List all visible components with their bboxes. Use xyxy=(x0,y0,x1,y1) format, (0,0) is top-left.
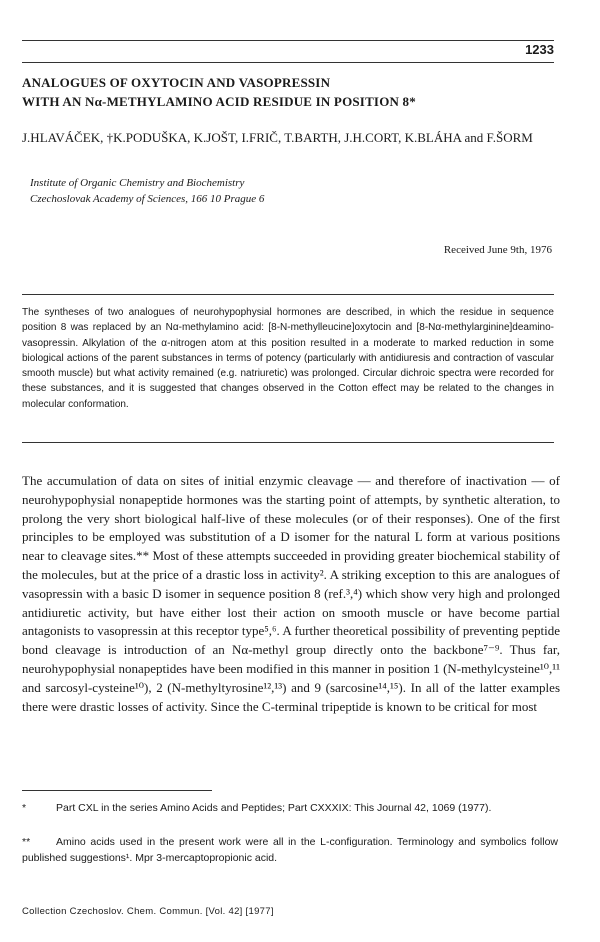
journal-footer: Collection Czechoslov. Chem. Commun. [Vol. 42] [1977] xyxy=(22,906,274,917)
footnote-rule xyxy=(22,790,212,791)
page-number: 1233 xyxy=(525,42,554,57)
affiliation xyxy=(30,175,550,207)
header-rule xyxy=(22,40,554,41)
footnote-2-mark: ** xyxy=(22,836,31,848)
title-line-1: ANALOGUES OF OXYTOCIN AND VASOPRESSIN xyxy=(22,75,331,90)
footnote-2-text: Amino acids used in the present work were all in the L-configuration. Terminology and symbolics follow published suggestions¹. Mpr 3-mercaptopropionic acid. xyxy=(22,836,558,864)
title-line-2: WITH AN Nα-METHYLAMINO ACID RESIDUE IN POSITION 8* xyxy=(22,94,416,109)
header-rule-lower xyxy=(22,62,554,63)
body-text: The accumulation of data on sites of initial enzymic cleavage — and therefore of inactivation — of neurohypophysial nonapeptide hormones was the starting point of attempts, by synthetic alteration, to prolong the very short biological half-live of these molecules (or of their responses). One of the first principles to be employed was substitution of a D isomer for the natural L form at various positions near to cleavage sites.** Most of these attempts succeeded in providing greater biochemical stability of the molecules, but at the price of a drastic loss in activity². A striking exception to this are analogues of vasopressin with a basic D isomer in sequence position 8 (ref.³,⁴) which show very high and prolonged antidiuretic activity, but have either lost their action on smooth muscle or have become partial antagonists to vasopressin at this receptor type⁵,⁶. A further theoretical possibility of preventing peptide bond cleavage is introduction of an Nα-methyl group directly onto the backbone⁷⁻⁹. Thus far, neurohypophysial nonapeptides have been modified in this manner in position 1 (N-methylcysteine¹⁰,¹¹ and sarcosyl-cysteine¹⁰), 2 (N-methyltyrosine¹²,¹³) and 9 (sarcosine¹⁴,¹⁵). In all of the latter examples there were drastic losses of activity. Since the C-terminal tripeptide is known to be critical for most xyxy=(22,473,560,714)
footnote-1-text: Part CXL in the series Amino Acids and Peptides; Part CXXXIX: This Journal 42, 1069 (1977). xyxy=(56,802,492,814)
authors: J.HLAVÁČEK, †K.PODUŠKA, K.JOŠT, I.FRIČ, T.BARTH, J.H.CORT, K.BLÁHA and F.ŠORM xyxy=(22,130,533,145)
article-title xyxy=(22,73,552,111)
received-date: Received June 9th, 1976 xyxy=(443,244,552,256)
abstract-rule-bottom xyxy=(22,442,554,443)
footnote-2 xyxy=(22,834,558,866)
footnote-1 xyxy=(22,800,558,816)
footnote-1-mark: * xyxy=(22,802,27,814)
abstract: The syntheses of two analogues of neurohypophysial hormones are described, in which the residue in sequence position 8 was replaced by an Nα-methylamino acid: [8-N-methylleucine]oxytocin and [8-Nα-methylarginine]deamino-vasopressin. Alkylation of the α-nitrogen atom at this position resulted in a moderate to marked reduction in some biological actions of the parent substances in terms of potency (particularly with antidiuresis and contraction of vascular smooth muscle) but what activity remained (e.g. natriuretic) was prolonged. Circular dichroic spectra were recorded for these substances, and it is suggested that changes observed in the Cotton effect may be related to the changes in molecular conformation. xyxy=(22,307,554,410)
affiliation-line-1: Institute of Organic Chemistry and Biochemistry xyxy=(30,177,245,189)
affiliation-line-2: Czechoslovak Academy of Sciences, 166 10 Prague 6 xyxy=(30,193,265,205)
abstract-rule-top xyxy=(22,294,554,295)
